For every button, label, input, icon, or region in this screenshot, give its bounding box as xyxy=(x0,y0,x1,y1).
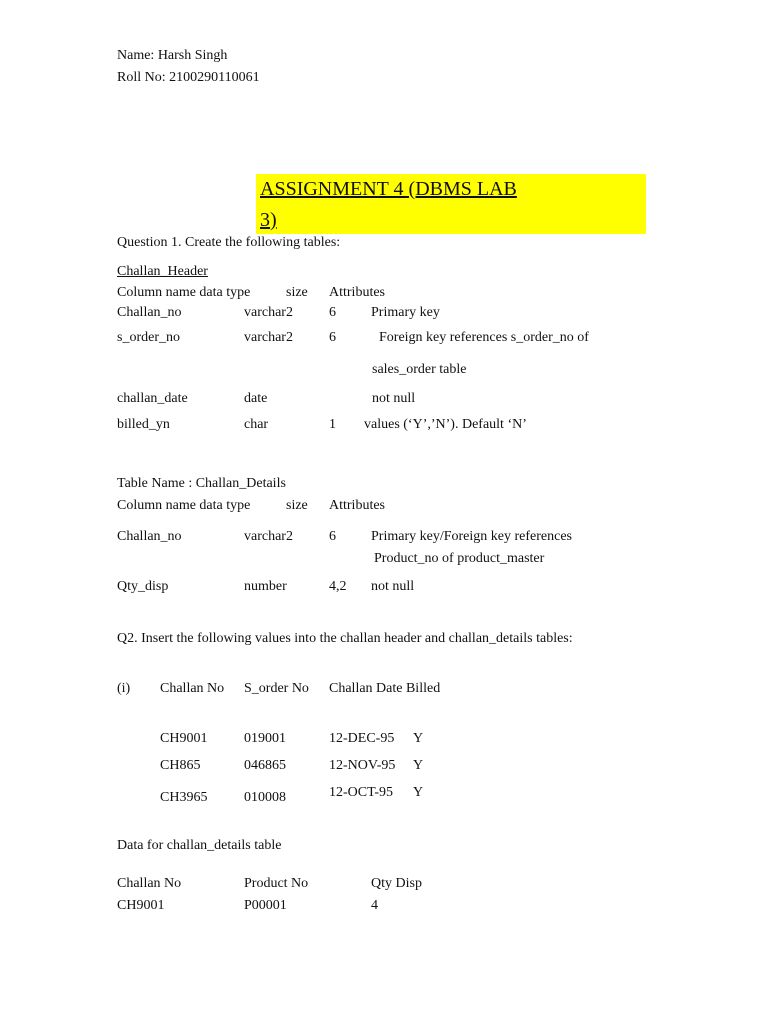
cd-row-size: 6 xyxy=(329,529,336,544)
cd-row-name: Qty_disp xyxy=(117,579,169,594)
dd-header-challan-no: Challan No xyxy=(117,876,182,891)
ch-row-name: s_order_no xyxy=(117,330,180,345)
ch-row-type: char xyxy=(244,417,269,432)
assignment-title-line1: ASSIGNMENT 4 (DBMS LAB xyxy=(260,178,517,200)
question-1: Question 1. Create the following tables: xyxy=(117,235,341,250)
cd-row-type: number xyxy=(244,579,287,594)
cd-row-attr: not null xyxy=(371,579,415,594)
dd-header-qty: Qty Disp xyxy=(371,876,422,891)
ch-col-size: size xyxy=(286,285,308,300)
assignment-title-line2: 3) xyxy=(260,209,277,231)
ch-row-attr: Primary key xyxy=(371,305,440,320)
q2-row-s-order-no: 010008 xyxy=(244,790,286,805)
q2-row-billed: Y xyxy=(413,758,424,773)
ch-row-type: varchar2 xyxy=(244,305,293,320)
cd-row-attr: Primary key/Foreign key references xyxy=(371,529,572,544)
assignment-title-box xyxy=(256,174,646,234)
dd-row-challan-no: CH9001 xyxy=(117,898,165,913)
ch-row-name: billed_yn xyxy=(117,417,170,432)
ch-row-size: 6 xyxy=(329,305,336,320)
ch-row-attr: values (‘Y’,’N’). Default ‘N’ xyxy=(364,417,527,432)
dd-header-product-no: Product No xyxy=(244,876,309,891)
ch-row-type: varchar2 xyxy=(244,330,293,345)
ch-col-name-dtype: Column name data type xyxy=(117,285,251,300)
cd-row-name: Challan_no xyxy=(117,529,182,544)
challan-details-table-name: Table Name : Challan_Details xyxy=(117,476,286,491)
ch-row-size: 6 xyxy=(329,330,336,345)
q2-row-billed: Y xyxy=(413,731,424,746)
details-data-title: Data for challan_details table xyxy=(117,838,282,853)
ch-row-size: 1 xyxy=(329,417,336,432)
cd-col-name-dtype: Column name data type xyxy=(117,498,251,513)
ch-row-attr-continued: sales_order table xyxy=(372,362,467,377)
ch-row-attr: not null xyxy=(372,391,416,406)
q2-row-s-order-no: 019001 xyxy=(244,731,286,746)
ch-row-attr: Foreign key references s_order_no of xyxy=(379,330,589,345)
ch-col-attributes: Attributes xyxy=(329,285,385,300)
q2-row-challan-no: CH865 xyxy=(160,758,201,773)
cd-row-size: 4,2 xyxy=(329,579,347,594)
q2-row-date: 12-OCT-95 xyxy=(329,785,394,800)
question-2: Q2. Insert the following values into the challan header and challan_details tables: xyxy=(117,631,573,646)
cd-row-type: varchar2 xyxy=(244,529,293,544)
q2-part-label: (i) xyxy=(117,681,131,696)
q2-row-date: 12-DEC-95 xyxy=(329,731,395,746)
q2-header-s-order-no: S_order No xyxy=(244,681,309,696)
q2-row-challan-no: CH3965 xyxy=(160,790,208,805)
q2-header-challan-no: Challan No xyxy=(160,681,225,696)
cd-col-size: size xyxy=(286,498,308,513)
q2-header-date-billed: Challan Date Billed xyxy=(329,681,441,696)
dd-row-qty: 4 xyxy=(371,898,378,913)
ch-row-type: date xyxy=(244,391,268,406)
cd-col-attributes: Attributes xyxy=(329,498,385,513)
challan-header-table-name: Challan_Header xyxy=(117,264,208,279)
q2-row-date: 12-NOV-95 xyxy=(329,758,396,773)
q2-row-s-order-no: 046865 xyxy=(244,758,286,773)
roll-number: Roll No: 2100290110061 xyxy=(117,70,260,85)
dd-row-product-no: P00001 xyxy=(244,898,287,913)
ch-row-name: challan_date xyxy=(117,391,188,406)
q2-row-billed: Y xyxy=(413,785,424,800)
q2-row-challan-no: CH9001 xyxy=(160,731,208,746)
cd-row-attr-continued: Product_no of product_master xyxy=(374,551,545,566)
student-name: Name: Harsh Singh xyxy=(117,48,228,63)
ch-row-name: Challan_no xyxy=(117,305,182,320)
